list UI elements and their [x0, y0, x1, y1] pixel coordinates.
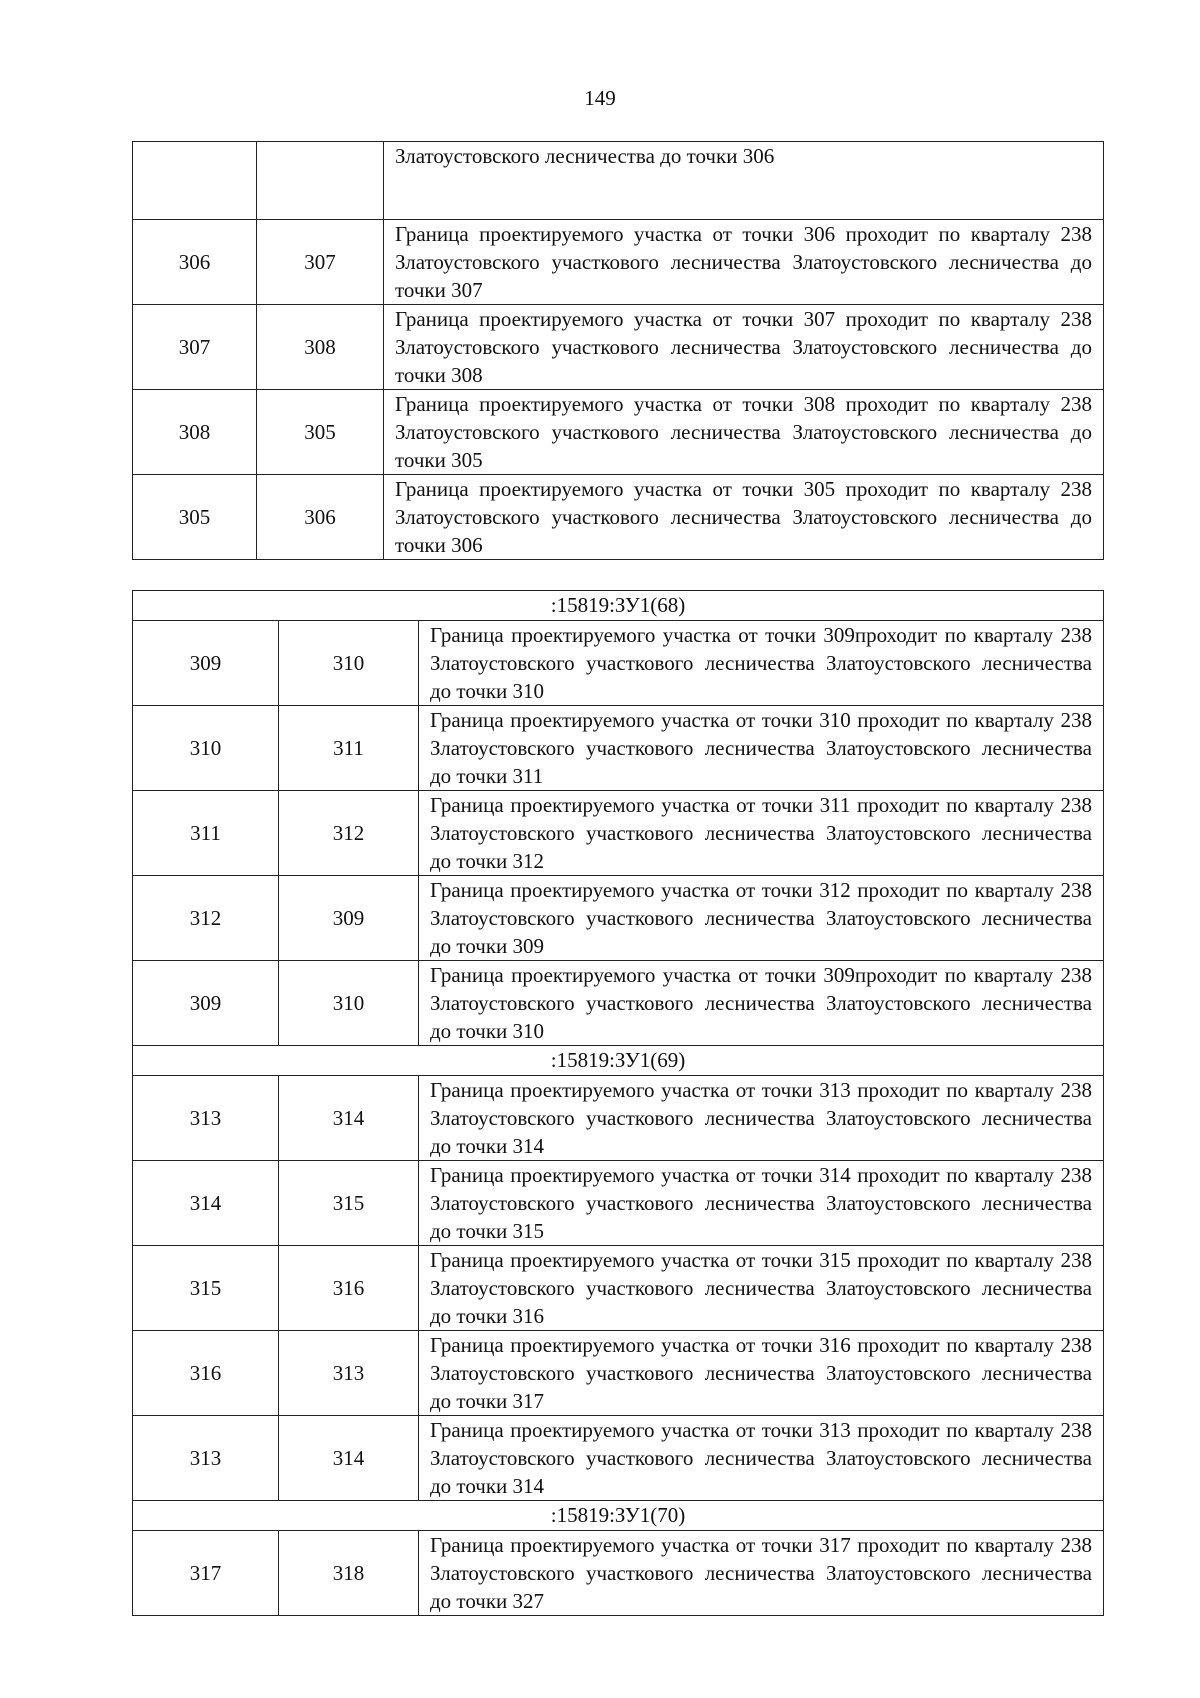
to-point-cell: 308: [257, 305, 384, 390]
description-cell: Граница проектируемого участка от точки 315 проходит по кварталу 238 Златоустовского участкового лесничества Златоустовского лесничества до точки 316: [419, 1246, 1104, 1331]
to-point-cell: 309: [279, 876, 419, 961]
table-row: [133, 1161, 1104, 1246]
table-row: [133, 475, 1104, 560]
description-cell: Граница проектируемого участка от точки 317 проходит по кварталу 238 Златоустовского участкового лесничества Златоустовского лесничества до точки 327: [419, 1531, 1104, 1616]
description-cell: Златоустовского лесничества до точки 306: [384, 142, 1104, 220]
table-row: [133, 390, 1104, 475]
description-cell: Граница проектируемого участка от точки 305 проходит по кварталу 238 Златоустовского участкового лесничества Златоустовского лесничества до точки 306: [384, 475, 1104, 560]
table-row: [133, 1416, 1104, 1501]
to-point-cell: [257, 142, 384, 220]
table-row: [133, 1246, 1104, 1331]
section-header-row: [133, 1046, 1104, 1076]
to-point-cell: 310: [279, 621, 419, 706]
description-cell: Граница проектируемого участка от точки 314 проходит по кварталу 238 Златоустовского участкового лесничества Златоустовского лесничества до точки 315: [419, 1161, 1104, 1246]
description-cell: Граница проектируемого участка от точки 309проходит по кварталу 238 Златоустовского участкового лесничества Златоустовского лесничества до точки 310: [419, 961, 1104, 1046]
table-row: [133, 791, 1104, 876]
from-point-cell: 314: [133, 1161, 279, 1246]
boundary-table: [132, 590, 1104, 1616]
from-point-cell: 308: [133, 390, 257, 475]
to-point-cell: 314: [279, 1076, 419, 1161]
table-row: [133, 706, 1104, 791]
description-cell: Граница проектируемого участка от точки 316 проходит по кварталу 238 Златоустовского участкового лесничества Златоустовского лесничества до точки 317: [419, 1331, 1104, 1416]
description-cell: Граница проектируемого участка от точки 306 проходит по кварталу 238 Златоустовского участкового лесничества Златоустовского лесничества до точки 307: [384, 220, 1104, 305]
from-point-cell: 305: [133, 475, 257, 560]
table-row: [133, 961, 1104, 1046]
description-cell: Граница проектируемого участка от точки 308 проходит по кварталу 238 Златоустовского участкового лесничества Златоустовского лесничества до точки 305: [384, 390, 1104, 475]
from-point-cell: 312: [133, 876, 279, 961]
from-point-cell: 313: [133, 1416, 279, 1501]
section-header-row: [133, 591, 1104, 621]
table-row: [133, 1076, 1104, 1161]
table-row: [133, 1531, 1104, 1616]
table-row: [133, 142, 1104, 220]
to-point-cell: 306: [257, 475, 384, 560]
description-cell: Граница проектируемого участка от точки 313 проходит по кварталу 238 Златоустовского участкового лесничества Златоустовского лесничества до точки 314: [419, 1076, 1104, 1161]
to-point-cell: 305: [257, 390, 384, 475]
section-header-row: [133, 1501, 1104, 1531]
section-title: :15819:ЗУ1(68): [133, 591, 1104, 621]
to-point-cell: 315: [279, 1161, 419, 1246]
from-point-cell: 309: [133, 621, 279, 706]
description-cell: Граница проектируемого участка от точки 310 проходит по кварталу 238 Златоустовского участкового лесничества Златоустовского лесничества до точки 311: [419, 706, 1104, 791]
from-point-cell: 315: [133, 1246, 279, 1331]
from-point-cell: 313: [133, 1076, 279, 1161]
to-point-cell: 311: [279, 706, 419, 791]
description-cell: Граница проектируемого участка от точки 307 проходит по кварталу 238 Златоустовского участкового лесничества Златоустовского лесничества до точки 308: [384, 305, 1104, 390]
page-number: 149: [584, 86, 616, 110]
table-row: [133, 621, 1104, 706]
section-title: :15819:ЗУ1(70): [133, 1501, 1104, 1531]
from-point-cell: 310: [133, 706, 279, 791]
to-point-cell: 307: [257, 220, 384, 305]
description-cell: Граница проектируемого участка от точки 312 проходит по кварталу 238 Златоустовского участкового лесничества Златоустовского лесничества до точки 309: [419, 876, 1104, 961]
to-point-cell: 313: [279, 1331, 419, 1416]
to-point-cell: 318: [279, 1531, 419, 1616]
to-point-cell: 312: [279, 791, 419, 876]
boundary-table-continued: [132, 141, 1104, 560]
table-row: [133, 220, 1104, 305]
description-cell: Граница проектируемого участка от точки 313 проходит по кварталу 238 Златоустовского участкового лесничества Златоустовского лесничества до точки 314: [419, 1416, 1104, 1501]
to-point-cell: 314: [279, 1416, 419, 1501]
from-point-cell: 311: [133, 791, 279, 876]
from-point-cell: 306: [133, 220, 257, 305]
table-row: [133, 1331, 1104, 1416]
to-point-cell: 310: [279, 961, 419, 1046]
section-title: :15819:ЗУ1(69): [133, 1046, 1104, 1076]
from-point-cell: 307: [133, 305, 257, 390]
description-cell: Граница проектируемого участка от точки 311 проходит по кварталу 238 Златоустовского участкового лесничества Златоустовского лесничества до точки 312: [419, 791, 1104, 876]
table-row: [133, 305, 1104, 390]
from-point-cell: 309: [133, 961, 279, 1046]
table-row: [133, 876, 1104, 961]
description-cell: Граница проектируемого участка от точки 309проходит по кварталу 238 Златоустовского участкового лесничества Златоустовского лесничества до точки 310: [419, 621, 1104, 706]
from-point-cell: 317: [133, 1531, 279, 1616]
from-point-cell: 316: [133, 1331, 279, 1416]
to-point-cell: 316: [279, 1246, 419, 1331]
from-point-cell: [133, 142, 257, 220]
